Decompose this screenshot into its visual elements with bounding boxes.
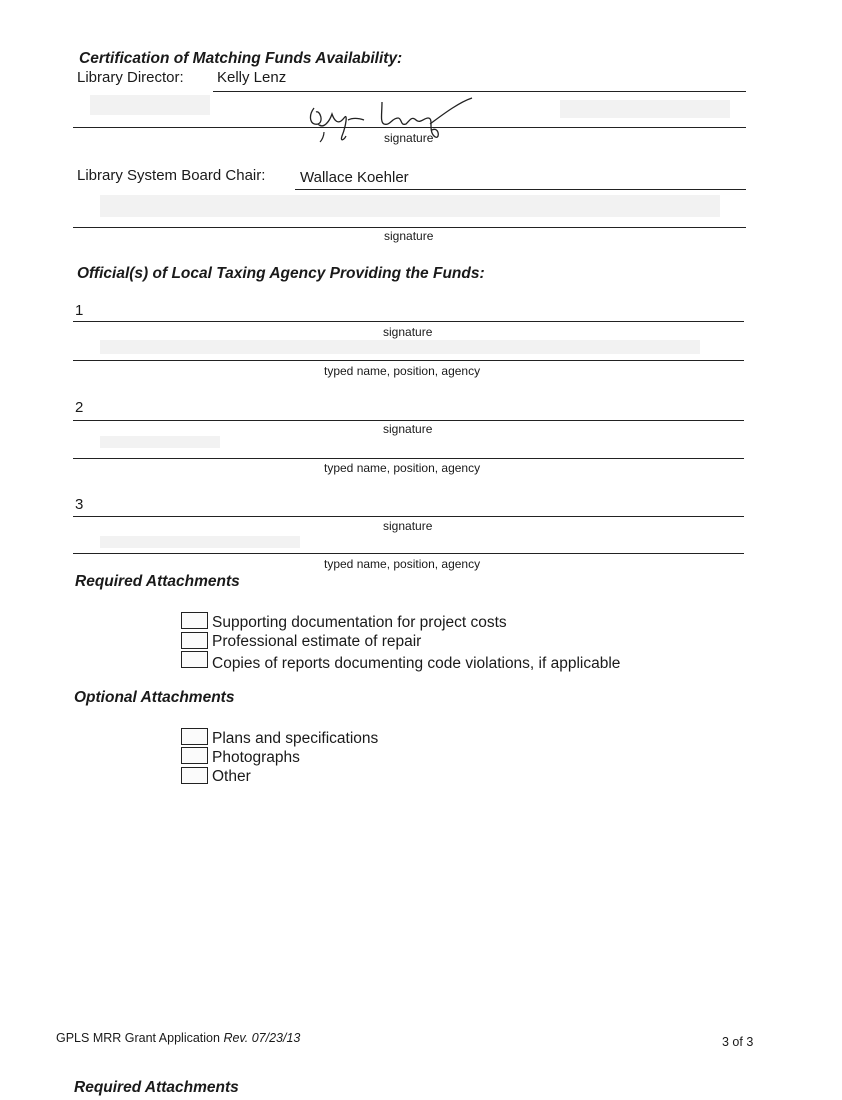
required-checkbox-code-reports[interactable] (181, 651, 208, 668)
scan-noise (100, 436, 220, 448)
scan-noise (100, 195, 720, 217)
scan-noise (560, 100, 730, 118)
optional-label-photographs: Photographs (212, 749, 300, 766)
official-2-name-caption: typed name, position, agency (324, 461, 481, 475)
optional-checkbox-photographs[interactable] (181, 747, 208, 764)
official-3-name-line (73, 553, 744, 554)
official-2-signature-line (73, 420, 744, 421)
optional-checkbox-other[interactable] (181, 767, 208, 784)
library-director-name: Kelly Lenz (217, 69, 287, 86)
official-1-number: 1 (75, 302, 84, 319)
board-chair-name: Wallace Koehler (300, 169, 409, 186)
board-chair-signature-caption: signature (384, 229, 434, 243)
required-label-code-reports: Copies of reports documenting code violations, if applicable (212, 655, 621, 672)
officials-title: Official(s) of Local Taxing Agency Providing the Funds: (77, 265, 485, 282)
official-1-signature-caption: signature (383, 325, 433, 339)
certification-title: Certification of Matching Funds Availability: (79, 50, 403, 67)
director-handwritten-signature (300, 96, 480, 156)
library-director-label: Library Director: (77, 69, 184, 86)
footer-form-name: GPLS MRR Grant Application (56, 1031, 220, 1045)
required-label-supporting-docs: Supporting documentation for project costs (212, 614, 507, 631)
footer-form-info (56, 1031, 300, 1045)
scan-noise (90, 95, 210, 115)
official-2-name-line (73, 458, 744, 459)
footer-page-number: 3 of 3 (722, 1035, 754, 1049)
optional-label-plans: Plans and specifications (212, 730, 379, 747)
footer-revision: Rev. 07/23/13 (223, 1031, 301, 1045)
director-signature-caption: signature (384, 131, 434, 145)
director-signature-line (73, 127, 746, 128)
official-2-signature-caption: signature (383, 422, 433, 436)
official-2-number: 2 (75, 399, 84, 416)
official-1-signature-line (73, 321, 744, 322)
official-3-signature-line (73, 516, 744, 517)
optional-label-other: Other (212, 768, 251, 785)
official-1-name-line (73, 360, 744, 361)
required-checkbox-supporting-docs[interactable] (181, 612, 208, 629)
official-3-number: 3 (75, 496, 84, 513)
board-chair-signature-line (73, 227, 746, 228)
board-chair-label: Library System Board Chair: (77, 167, 266, 184)
required-label-estimate: Professional estimate of repair (212, 633, 422, 650)
optional-attachments-title: Optional Attachments (74, 689, 235, 706)
optional-checkbox-plans[interactable] (181, 728, 208, 745)
official-3-name-caption: typed name, position, agency (324, 557, 481, 571)
scan-noise (100, 340, 700, 354)
scan-noise (100, 536, 300, 548)
director-name-line (213, 91, 746, 92)
board-chair-name-line (295, 189, 746, 190)
official-1-name-caption: typed name, position, agency (324, 364, 481, 378)
cutoff-heading: Required Attachments (74, 1079, 239, 1096)
required-attachments-title: Required Attachments (75, 573, 240, 590)
required-checkbox-estimate[interactable] (181, 632, 208, 649)
official-3-signature-caption: signature (383, 519, 433, 533)
